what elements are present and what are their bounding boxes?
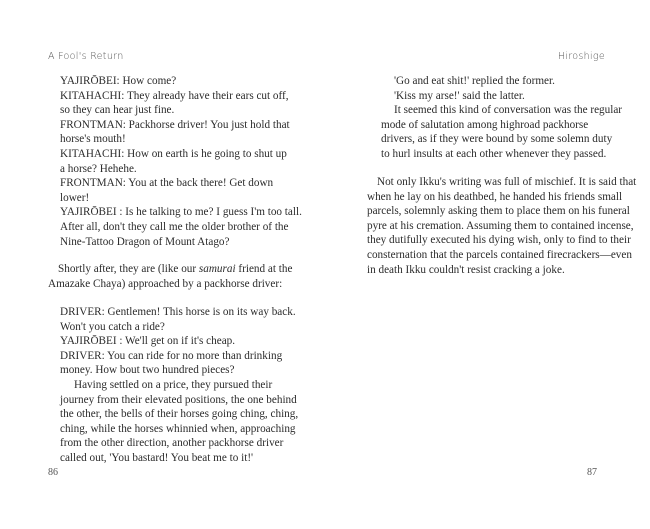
paragraph-line <box>58 262 293 277</box>
text-run: Shortly after, they are (like our <box>58 263 199 275</box>
narrative-line: the other, the bells of their horses going ching, ching, <box>60 408 299 421</box>
dialogue-line: FRONTMAN: You at the back there! Get down <box>60 177 274 190</box>
narrative-line: It seemed this kind of conversation was the regular <box>394 104 623 117</box>
paragraph-line: Not only Ikku's writing was full of mischief. It is said that <box>377 176 637 188</box>
page-number-left: 86 <box>48 467 58 478</box>
dialogue-line: horse's mouth! <box>60 133 126 146</box>
narrative-line: 'Go and eat shit!' replied the former. <box>394 75 555 87</box>
dialogue-line: lower! <box>60 191 90 204</box>
paragraph-line: in death Ikku couldn't resist cracking a joke. <box>367 263 565 276</box>
paragraph-line: pyre at his cremation. Assuming them to contained incense, <box>367 219 634 232</box>
dialogue-line: so they can hear just fine. <box>60 104 175 117</box>
dialogue-line: KITAHACHI: How on earth is he going to shut up <box>60 148 287 160</box>
narrative-line: from the other direction, another packhorse driver <box>60 437 284 450</box>
dialogue-line: YAJIRŌBEI : We'll get on if it's cheap. <box>60 335 236 348</box>
running-head-right: Hiroshige <box>557 51 605 62</box>
narrative-line: ching, while the horses whinnied when, approaching <box>60 422 296 435</box>
dialogue-line: FRONTMAN: Packhorse driver! You just hold that <box>60 118 290 131</box>
dialogue-line: YAJIRŌBEI: How come? <box>60 75 177 87</box>
paragraph-line: when he lay on his deathbed, he handed his friends small <box>367 190 623 203</box>
running-head-left: A Fool's Return <box>48 51 124 62</box>
right-page <box>325 0 650 529</box>
dialogue-line: KITAHACHI: They already have their ears cut off, <box>60 89 289 102</box>
dialogue-line: After all, don't they call me the older brother of the <box>60 221 289 233</box>
paragraph-line: consternation that the parcels contained firecrackers—even <box>367 249 632 261</box>
italic-term: samurai <box>198 263 236 275</box>
dialogue-line: money. How bout two hundred pieces? <box>60 364 235 377</box>
paragraph-line: Amazake Chaya) approached by a packhorse driver: <box>48 277 283 290</box>
narrative-line: drivers, as if they were bound by some solemn duty <box>381 133 613 146</box>
text-run: friend at the <box>235 263 293 275</box>
narrative-line: to hurl insults at each other whenever they passed. <box>381 148 607 160</box>
dialogue-line: Won't you catch a ride? <box>60 320 165 333</box>
narrative-line: 'Kiss my arse!' said the latter. <box>394 89 525 102</box>
narrative-line: journey from their elevated positions, the one behind <box>60 393 297 406</box>
dialogue-line: Nine-Tattoo Dragon of Mount Atago? <box>60 235 230 248</box>
narrative-line: mode of salutation among highroad packhorse <box>381 118 589 131</box>
dialogue-line: DRIVER: You can ride for no more than drinking <box>60 349 283 362</box>
paragraph-line: they dutifully executed his dying wish, only to find to their <box>367 234 631 247</box>
narrative-line: called out, 'You bastard! You beat me to it!' <box>60 452 254 464</box>
dialogue-line: DRIVER: Gentlemen! This horse is on its way back. <box>60 306 296 318</box>
dialogue-line: a horse? Hehehe. <box>60 162 137 175</box>
paragraph-line: parcels, solemnly asking them to place them on his funeral <box>367 205 630 218</box>
narrative-line: Having settled on a price, they pursued their <box>74 379 273 391</box>
dialogue-line: YAJIRŌBEI : Is he talking to me? I guess I'm too tall. <box>60 206 302 219</box>
page-number-right: 87 <box>587 467 597 478</box>
